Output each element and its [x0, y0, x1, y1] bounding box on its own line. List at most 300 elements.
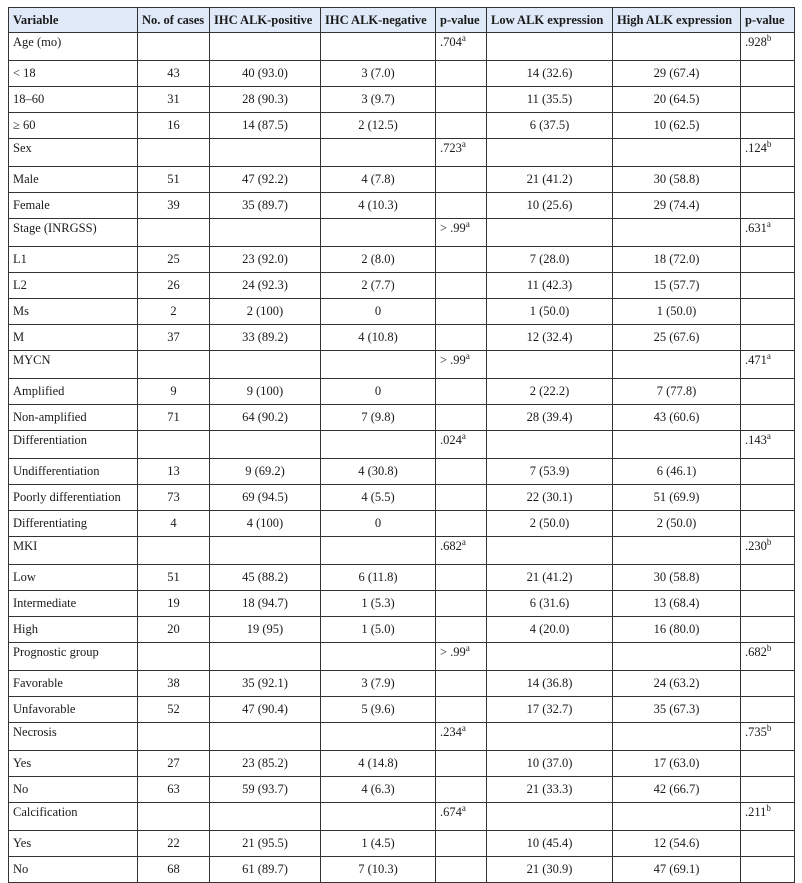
cases-cell: 26 — [138, 273, 210, 299]
ihc-positive-cell: 9 (100) — [210, 379, 321, 405]
empty-cell — [613, 139, 741, 167]
p-value-expression — [741, 643, 795, 671]
high-expression-cell: 29 (74.4) — [613, 193, 741, 219]
p-value-text: .124 — [745, 141, 767, 155]
table-row — [9, 405, 795, 431]
empty-cell — [741, 61, 795, 87]
empty-cell — [210, 351, 321, 379]
p-value-text: .682 — [745, 645, 767, 659]
cases-cell: 31 — [138, 87, 210, 113]
p-value-text: .928 — [745, 35, 767, 49]
ihc-negative-cell: 7 (10.3) — [321, 857, 436, 883]
empty-cell — [138, 537, 210, 565]
empty-cell — [613, 431, 741, 459]
high-expression-cell: 42 (66.7) — [613, 777, 741, 803]
cases-cell: 68 — [138, 857, 210, 883]
empty-cell — [321, 803, 436, 831]
ihc-positive-cell: 14 (87.5) — [210, 113, 321, 139]
low-expression-cell: 10 (45.4) — [487, 831, 613, 857]
empty-cell — [138, 803, 210, 831]
empty-cell — [487, 219, 613, 247]
ihc-positive-cell: 35 (89.7) — [210, 193, 321, 219]
p-value-footnote: b — [766, 642, 772, 653]
variable-label: Ms — [9, 299, 138, 325]
empty-cell — [741, 247, 795, 273]
empty-cell — [436, 617, 487, 643]
ihc-positive-cell: 64 (90.2) — [210, 405, 321, 431]
ihc-positive-cell: 24 (92.3) — [210, 273, 321, 299]
ihc-positive-cell: 35 (92.1) — [210, 671, 321, 697]
empty-cell — [613, 351, 741, 379]
empty-cell — [436, 87, 487, 113]
cases-cell: 25 — [138, 247, 210, 273]
header-p-value-ihc: p-value — [436, 8, 487, 33]
empty-cell — [741, 857, 795, 883]
table-row — [9, 113, 795, 139]
ihc-negative-cell: 0 — [321, 511, 436, 537]
table-row — [9, 831, 795, 857]
cases-cell: 27 — [138, 751, 210, 777]
empty-cell — [436, 113, 487, 139]
p-value-footnote: a — [461, 722, 466, 733]
cases-cell: 22 — [138, 831, 210, 857]
header-row — [9, 8, 795, 33]
empty-cell — [321, 643, 436, 671]
p-value-footnote: a — [461, 138, 466, 149]
p-value-text: .682 — [440, 539, 462, 553]
empty-cell — [210, 33, 321, 61]
low-expression-cell: 17 (32.7) — [487, 697, 613, 723]
empty-cell — [741, 325, 795, 351]
low-expression-cell: 21 (41.2) — [487, 167, 613, 193]
header-variable: Variable — [9, 8, 138, 33]
empty-cell — [436, 299, 487, 325]
high-expression-cell: 16 (80.0) — [613, 617, 741, 643]
table-row — [9, 777, 795, 803]
p-value-text: .234 — [440, 725, 462, 739]
low-expression-cell: 7 (53.9) — [487, 459, 613, 485]
ihc-negative-cell: 3 (7.0) — [321, 61, 436, 87]
empty-cell — [487, 803, 613, 831]
empty-cell — [436, 273, 487, 299]
ihc-positive-cell: 2 (100) — [210, 299, 321, 325]
low-expression-cell: 10 (37.0) — [487, 751, 613, 777]
p-value-text: .471 — [745, 353, 767, 367]
ihc-negative-cell: 4 (10.8) — [321, 325, 436, 351]
empty-cell — [436, 777, 487, 803]
empty-cell — [487, 537, 613, 565]
p-value-text: .631 — [745, 221, 767, 235]
variable-label: M — [9, 325, 138, 351]
ihc-negative-cell: 4 (14.8) — [321, 751, 436, 777]
p-value-expression — [741, 537, 795, 565]
empty-cell — [436, 193, 487, 219]
p-value-expression — [741, 139, 795, 167]
ihc-negative-cell: 3 (9.7) — [321, 87, 436, 113]
low-expression-cell: 28 (39.4) — [487, 405, 613, 431]
table-row — [9, 511, 795, 537]
table-row — [9, 61, 795, 87]
ihc-positive-cell: 33 (89.2) — [210, 325, 321, 351]
high-expression-cell: 2 (50.0) — [613, 511, 741, 537]
variable-label: Favorable — [9, 671, 138, 697]
low-expression-cell: 10 (25.6) — [487, 193, 613, 219]
empty-cell — [138, 723, 210, 751]
ihc-positive-cell: 19 (95) — [210, 617, 321, 643]
empty-cell — [741, 511, 795, 537]
variable-label: Non-amplified — [9, 405, 138, 431]
low-expression-cell: 21 (30.9) — [487, 857, 613, 883]
ihc-negative-cell: 6 (11.8) — [321, 565, 436, 591]
ihc-negative-cell: 3 (7.9) — [321, 671, 436, 697]
table-row — [9, 565, 795, 591]
empty-cell — [138, 33, 210, 61]
p-value-footnote: a — [766, 430, 771, 441]
table-row — [9, 299, 795, 325]
p-value-footnote: a — [461, 430, 466, 441]
empty-cell — [487, 139, 613, 167]
table-row — [9, 193, 795, 219]
empty-cell — [321, 723, 436, 751]
variable-group-label: Calcification — [9, 803, 138, 831]
low-expression-cell: 11 (42.3) — [487, 273, 613, 299]
ihc-negative-cell: 5 (9.6) — [321, 697, 436, 723]
cases-cell: 2 — [138, 299, 210, 325]
ihc-positive-cell: 21 (95.5) — [210, 831, 321, 857]
cases-cell: 39 — [138, 193, 210, 219]
empty-cell — [741, 565, 795, 591]
group-row — [9, 803, 795, 831]
empty-cell — [321, 219, 436, 247]
variable-group-label: Prognostic group — [9, 643, 138, 671]
empty-cell — [613, 537, 741, 565]
cases-cell: 9 — [138, 379, 210, 405]
empty-cell — [613, 803, 741, 831]
empty-cell — [138, 219, 210, 247]
p-value-ihc — [436, 139, 487, 167]
ihc-positive-cell: 59 (93.7) — [210, 777, 321, 803]
cases-cell: 37 — [138, 325, 210, 351]
empty-cell — [741, 299, 795, 325]
low-expression-cell: 6 (37.5) — [487, 113, 613, 139]
empty-cell — [487, 723, 613, 751]
ihc-negative-cell: 4 (7.8) — [321, 167, 436, 193]
table-row — [9, 617, 795, 643]
ihc-positive-cell: 45 (88.2) — [210, 565, 321, 591]
empty-cell — [741, 697, 795, 723]
ihc-positive-cell: 23 (92.0) — [210, 247, 321, 273]
low-expression-cell: 21 (33.3) — [487, 777, 613, 803]
empty-cell — [613, 219, 741, 247]
empty-cell — [436, 511, 487, 537]
p-value-ihc — [436, 351, 487, 379]
ihc-positive-cell: 61 (89.7) — [210, 857, 321, 883]
variable-group-label: Stage (INRGSS) — [9, 219, 138, 247]
empty-cell — [741, 831, 795, 857]
empty-cell — [436, 247, 487, 273]
group-row — [9, 431, 795, 459]
p-value-footnote: b — [766, 802, 771, 813]
p-value-text: > .99 — [440, 221, 466, 235]
table-row — [9, 273, 795, 299]
variable-label: 18–60 — [9, 87, 138, 113]
p-value-text: .704 — [440, 35, 462, 49]
group-row — [9, 723, 795, 751]
table-row — [9, 379, 795, 405]
empty-cell — [436, 857, 487, 883]
table-body — [9, 33, 795, 883]
high-expression-cell: 18 (72.0) — [613, 247, 741, 273]
variable-label: Yes — [9, 751, 138, 777]
p-value-ihc — [436, 431, 487, 459]
header-ihc-positive: IHC ALK-positive — [210, 8, 321, 33]
variable-label: Undifferentiation — [9, 459, 138, 485]
table-row — [9, 167, 795, 193]
empty-cell — [741, 379, 795, 405]
low-expression-cell: 22 (30.1) — [487, 485, 613, 511]
low-expression-cell: 7 (28.0) — [487, 247, 613, 273]
empty-cell — [741, 777, 795, 803]
high-expression-cell: 29 (67.4) — [613, 61, 741, 87]
variable-label: No — [9, 857, 138, 883]
high-expression-cell: 47 (69.1) — [613, 857, 741, 883]
high-expression-cell: 6 (46.1) — [613, 459, 741, 485]
p-value-footnote: b — [766, 32, 772, 43]
p-value-footnote: a — [465, 218, 470, 229]
variable-label: Intermediate — [9, 591, 138, 617]
variable-label: Low — [9, 565, 138, 591]
empty-cell — [741, 193, 795, 219]
empty-cell — [436, 167, 487, 193]
group-row — [9, 33, 795, 61]
variable-label: Differentiating — [9, 511, 138, 537]
p-value-expression — [741, 723, 795, 751]
empty-cell — [436, 751, 487, 777]
variable-group-label: MKI — [9, 537, 138, 565]
empty-cell — [487, 643, 613, 671]
p-value-expression — [741, 431, 795, 459]
empty-cell — [210, 723, 321, 751]
ihc-positive-cell: 28 (90.3) — [210, 87, 321, 113]
empty-cell — [613, 643, 741, 671]
variable-label: No — [9, 777, 138, 803]
variable-label: High — [9, 617, 138, 643]
empty-cell — [210, 219, 321, 247]
table-row — [9, 697, 795, 723]
cases-cell: 51 — [138, 565, 210, 591]
header-cases: No. of cases — [138, 8, 210, 33]
high-expression-cell: 10 (62.5) — [613, 113, 741, 139]
empty-cell — [487, 351, 613, 379]
table-row — [9, 857, 795, 883]
p-value-footnote: b — [766, 536, 772, 547]
empty-cell — [210, 537, 321, 565]
p-value-text: .723 — [440, 141, 462, 155]
empty-cell — [436, 61, 487, 87]
cases-cell: 52 — [138, 697, 210, 723]
empty-cell — [741, 671, 795, 697]
empty-cell — [741, 617, 795, 643]
low-expression-cell: 14 (36.8) — [487, 671, 613, 697]
empty-cell — [487, 431, 613, 459]
p-value-footnote: a — [766, 218, 771, 229]
low-expression-cell: 2 (50.0) — [487, 511, 613, 537]
empty-cell — [436, 831, 487, 857]
empty-cell — [321, 431, 436, 459]
p-value-ihc — [436, 219, 487, 247]
variable-group-label: Necrosis — [9, 723, 138, 751]
high-expression-cell: 24 (63.2) — [613, 671, 741, 697]
p-value-footnote: a — [461, 32, 466, 43]
cases-cell: 19 — [138, 591, 210, 617]
table-row — [9, 325, 795, 351]
variable-group-label: Age (mo) — [9, 33, 138, 61]
empty-cell — [436, 485, 487, 511]
p-value-ihc — [436, 33, 487, 61]
ihc-negative-cell: 4 (6.3) — [321, 777, 436, 803]
ihc-positive-cell: 47 (92.2) — [210, 167, 321, 193]
empty-cell — [210, 139, 321, 167]
high-expression-cell: 1 (50.0) — [613, 299, 741, 325]
table-row — [9, 751, 795, 777]
empty-cell — [436, 459, 487, 485]
empty-cell — [741, 113, 795, 139]
cases-cell: 16 — [138, 113, 210, 139]
low-expression-cell: 4 (20.0) — [487, 617, 613, 643]
ihc-negative-cell: 7 (9.8) — [321, 405, 436, 431]
empty-cell — [741, 87, 795, 113]
p-value-footnote: b — [766, 722, 772, 733]
p-value-text: > .99 — [440, 645, 466, 659]
variable-label: L1 — [9, 247, 138, 273]
p-value-ihc — [436, 537, 487, 565]
high-expression-cell: 15 (57.7) — [613, 273, 741, 299]
ihc-negative-cell: 1 (5.3) — [321, 591, 436, 617]
high-expression-cell: 25 (67.6) — [613, 325, 741, 351]
empty-cell — [487, 33, 613, 61]
p-value-text: .024 — [440, 433, 462, 447]
empty-cell — [321, 537, 436, 565]
high-expression-cell: 51 (69.9) — [613, 485, 741, 511]
low-expression-cell: 11 (35.5) — [487, 87, 613, 113]
empty-cell — [741, 405, 795, 431]
variable-group-label: Differentiation — [9, 431, 138, 459]
empty-cell — [741, 167, 795, 193]
high-expression-cell: 35 (67.3) — [613, 697, 741, 723]
p-value-ihc — [436, 723, 487, 751]
empty-cell — [436, 697, 487, 723]
low-expression-cell: 6 (31.6) — [487, 591, 613, 617]
empty-cell — [138, 643, 210, 671]
group-row — [9, 219, 795, 247]
empty-cell — [138, 139, 210, 167]
cases-cell: 38 — [138, 671, 210, 697]
empty-cell — [741, 485, 795, 511]
empty-cell — [613, 723, 741, 751]
data-table — [8, 7, 795, 883]
p-value-text: > .99 — [440, 353, 466, 367]
ihc-positive-cell: 69 (94.5) — [210, 485, 321, 511]
ihc-positive-cell: 4 (100) — [210, 511, 321, 537]
header-low-expression: Low ALK expression — [487, 8, 613, 33]
cases-cell: 63 — [138, 777, 210, 803]
ihc-negative-cell: 1 (5.0) — [321, 617, 436, 643]
group-row — [9, 139, 795, 167]
table-row — [9, 671, 795, 697]
p-value-expression — [741, 351, 795, 379]
high-expression-cell: 30 (58.8) — [613, 565, 741, 591]
group-row — [9, 643, 795, 671]
ihc-negative-cell: 1 (4.5) — [321, 831, 436, 857]
low-expression-cell: 21 (41.2) — [487, 565, 613, 591]
ihc-positive-cell: 9 (69.2) — [210, 459, 321, 485]
table-row — [9, 591, 795, 617]
ihc-negative-cell: 4 (30.8) — [321, 459, 436, 485]
empty-cell — [436, 325, 487, 351]
table-row — [9, 247, 795, 273]
empty-cell — [436, 565, 487, 591]
empty-cell — [741, 273, 795, 299]
ihc-negative-cell: 4 (5.5) — [321, 485, 436, 511]
p-value-expression — [741, 33, 795, 61]
p-value-footnote: a — [766, 350, 771, 361]
empty-cell — [436, 591, 487, 617]
empty-cell — [321, 139, 436, 167]
variable-label: ≥ 60 — [9, 113, 138, 139]
variable-label: Male — [9, 167, 138, 193]
empty-cell — [741, 591, 795, 617]
low-expression-cell: 2 (22.2) — [487, 379, 613, 405]
empty-cell — [210, 431, 321, 459]
p-value-text: .211 — [745, 805, 767, 819]
empty-cell — [210, 803, 321, 831]
ihc-positive-cell: 47 (90.4) — [210, 697, 321, 723]
empty-cell — [436, 405, 487, 431]
p-value-footnote: a — [465, 350, 470, 361]
variable-label: L2 — [9, 273, 138, 299]
high-expression-cell: 13 (68.4) — [613, 591, 741, 617]
high-expression-cell: 43 (60.6) — [613, 405, 741, 431]
group-row — [9, 351, 795, 379]
empty-cell — [321, 33, 436, 61]
empty-cell — [741, 459, 795, 485]
empty-cell — [138, 351, 210, 379]
empty-cell — [436, 379, 487, 405]
ihc-negative-cell: 4 (10.3) — [321, 193, 436, 219]
empty-cell — [741, 751, 795, 777]
group-row — [9, 537, 795, 565]
empty-cell — [138, 431, 210, 459]
p-value-footnote: a — [461, 536, 466, 547]
p-value-text: .674 — [440, 805, 462, 819]
header-ihc-negative: IHC ALK-negative — [321, 8, 436, 33]
p-value-text: .735 — [745, 725, 767, 739]
low-expression-cell: 1 (50.0) — [487, 299, 613, 325]
ihc-positive-cell: 18 (94.7) — [210, 591, 321, 617]
variable-label: < 18 — [9, 61, 138, 87]
ihc-negative-cell: 2 (8.0) — [321, 247, 436, 273]
ihc-positive-cell: 23 (85.2) — [210, 751, 321, 777]
variable-label: Amplified — [9, 379, 138, 405]
variable-group-label: MYCN — [9, 351, 138, 379]
header-p-value-expression: p-value — [741, 8, 795, 33]
p-value-expression — [741, 219, 795, 247]
cases-cell: 4 — [138, 511, 210, 537]
variable-group-label: Sex — [9, 139, 138, 167]
variable-label: Unfavorable — [9, 697, 138, 723]
cases-cell: 13 — [138, 459, 210, 485]
variable-label: Poorly differentiation — [9, 485, 138, 511]
